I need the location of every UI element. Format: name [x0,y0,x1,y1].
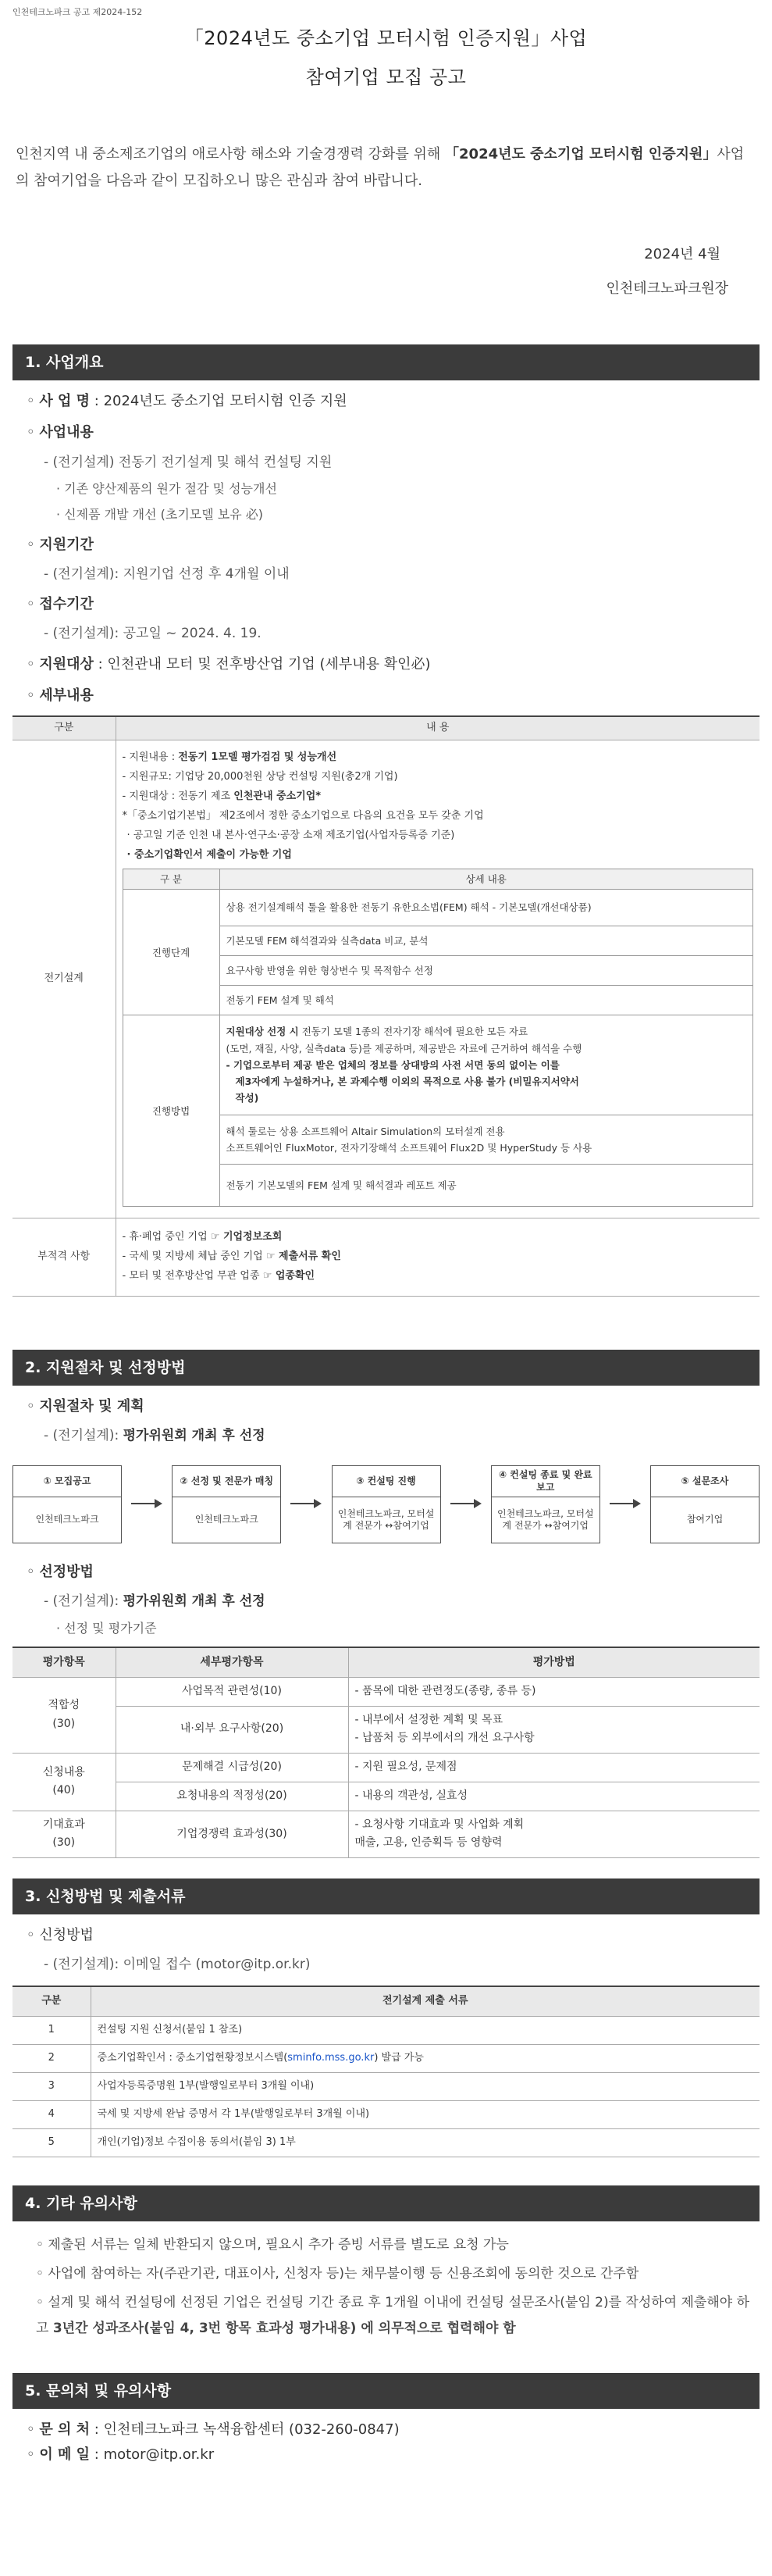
procedure-heading: ◦ 지원절차 및 계획 [27,1397,144,1415]
content-sub-item: · 기존 양산제품의 원가 절감 및 성능개선 [56,481,277,497]
desc-text: - 지원내용 : [122,751,179,763]
desc-line: · 중소기업확인서 제출이 가능한 기업 [126,849,292,862]
method-item [219,1115,753,1165]
eval-sub: 문제해결 시급성(20) [116,1754,348,1782]
eval-sub: 내·외부 요구사항(20) [116,1706,348,1754]
eval-header-method: 평가방법 [348,1647,760,1677]
method-line: 소프트웨어인 FluxMotor, 전자기장해석 소프트웨어 Flux2D 및 HyperStudy 등 사용 [226,1141,592,1154]
desc-text: - 모터 및 전후방산업 무관 업종 [122,1270,263,1283]
desc-line: - 지원규모: 기업당 20,000천원 상당 컨설팅 지원(총2개 기업) [122,770,398,783]
eval-method: - 지원 필요성, 문제점 [348,1754,760,1782]
project-content: ◦ 사업내용 [27,424,94,441]
eval-method: - 품목에 대한 관련정도(종량, 종류 등) [348,1677,760,1706]
method-line: - 기업으로부터 제공 받은 업체의 정보를 상대방의 사전 서면 동의 없이는 이를 [226,1058,560,1071]
table-row [123,890,753,926]
support-target: ◦ 지원대상 : 인천관내 모터 및 전후방산업 기업 (세부내용 확인必) [27,656,431,673]
desc-bold: ☞ 제출서류 확인 [265,1251,341,1263]
support-period-item: - (전기설계): 지원기업 선정 후 4개월 이내 [44,566,290,582]
flow-step-head: ⑤ 설문조사 [651,1466,759,1497]
documents-table [12,1986,760,2157]
eval-category [12,1677,116,1753]
email-line: ◦ 이 메 일 : motor@itp.or.kr [27,2446,215,2464]
flow-step-body: 인천테크노파크 [194,1514,258,1525]
doc-text-part: ) 발급 가능 [374,2051,424,2064]
contact-line: ◦ 문 의 처 : 인천테크노파크 녹색융합센터 (032-260-0847) [27,2421,400,2439]
desc-bold: 전동기 1모델 평가검검 및 성능개선 [178,751,337,763]
support-target-label: 지원대상 [39,656,94,673]
apply-item: - (전기설계): 이메일 접수 (motor@itp.or.kr) [44,1957,311,1973]
eval-method [348,1811,760,1858]
selection-text: - (전기설계): [44,1593,123,1610]
procedure-flow [12,1465,760,1543]
method-line: 작성) [235,1092,259,1104]
intro-paragraph [12,141,760,194]
eval-category [12,1754,116,1811]
content-sub-item: · 신제품 개발 개선 (초기모델 보유 必) [56,507,264,523]
contact-value: : 인천테크노파크 녹색융합센터 (032-260-0847) [94,2421,400,2439]
desc-bold: 인천관내 중소기업* [233,790,322,802]
flow-step-head: ② 선정 및 전문가 매칭 [173,1466,280,1497]
flow-step-head: ③ 컨설팅 진행 [333,1466,440,1497]
selection-sub-item: · 선정 및 평가기준 [56,1621,157,1636]
procedure-text: - (전기설계): [44,1427,123,1443]
eval-category-name: 기대효과 [42,1818,85,1831]
eval-header-item: 평가항목 [12,1647,116,1677]
intro-text-after: 사업의 참여기업을 다음과 같이 모집하오니 많은 관심과 참여 바랍니다. [16,145,745,189]
doc-number: 2 [12,2044,91,2072]
doc-text-part: 중소기업확인서 : 중소기업현황정보시스템( [97,2051,288,2064]
notice-date: 2024년 4월 [644,246,720,263]
table-row [12,1218,760,1296]
table-header-content: 내 용 [116,716,760,740]
doc-text: 개인(기업)정보 수집이용 동의서(붙임 3) 1부 [91,2128,760,2157]
eval-category-score: (40) [52,1784,76,1797]
notice-number: 인천테크노파크 공고 제2024-152 [12,7,143,17]
table-header-row [12,716,760,740]
issuer: 인천테크노파크원장 [606,280,728,298]
arrow-right-icon [441,1465,491,1542]
desc-text: - 지원대상 : 전동기 제조 [122,790,234,802]
inner-header-category: 구 분 [123,869,219,890]
stage-category: 진행단계 [123,890,219,1015]
eval-sub: 요청내용의 적정성(20) [116,1782,348,1811]
flow-step [12,1465,122,1543]
project-name-value: : 2024년도 중소기업 모터시험 인증 지원 [94,393,347,410]
stage-item: 전동기 FEM 설계 및 해석 [219,986,753,1015]
eval-sub: 사업목적 관련성(10) [116,1677,348,1706]
eval-method-line: - 요청사항 기대효과 및 사업화 계획 [354,1818,525,1831]
method-line: 제3자에게 누설하거나, 본 과제수행 이외의 목적으로 사용 불가 (비밀유지서약서 [235,1076,579,1088]
note-item [36,2290,760,2342]
desc-line: *「중소기업기본법」 제2조에서 정한 중소기업으로 다음의 요건을 모두 갖춘 기업 [122,809,484,822]
desc-line [123,749,754,766]
details-heading: ◦ 세부내용 [27,687,94,705]
table-row [12,2128,760,2157]
method-item: 전동기 기본모델의 FEM 설계 및 해석결과 레포트 제공 [219,1165,753,1207]
doc-text: 컨설팅 지원 신청서(붙임 1 참조) [91,2016,760,2044]
note-item: ◦ 제출된 서류는 일체 반환되지 않으며, 필요시 추가 증빙 서류를 별도로 요청 가능 [36,2236,509,2253]
eval-header-row [12,1647,760,1677]
eval-category-name: 적합성 [48,1699,80,1712]
flow-step [172,1465,281,1543]
table-row [12,1677,760,1706]
desc-line [123,1268,754,1285]
desc-line [123,1248,754,1265]
doc-number: 1 [12,2016,91,2044]
title-line-2: 참여기업 모집 공고 [305,66,467,89]
reception-period: ◦ 접수기간 [27,596,94,613]
doc-text [91,2044,760,2072]
apply-label: 신청방법 [39,1927,94,1944]
sminfo-link[interactable]: sminfo.mss.go.kr [287,2051,375,2064]
flow-step-head: ① 모집공고 [13,1466,121,1497]
method-category: 진행방법 [123,1015,219,1207]
contact-label: 문 의 처 [39,2421,91,2439]
desc-bold: ☞ 업종확인 [262,1270,315,1283]
method-text: 전동기 모델 1종의 전자기장 해석에 필요한 모든 자료 [298,1026,528,1038]
details-label: 세부내용 [39,687,94,705]
desc-text: - 휴·폐업 중인 기업 [122,1231,211,1243]
note-item: ◦ 사업에 참여하는 자(주관기관, 대표이사, 신청자 등)는 채무불이행 등 신용조회에 동의한 것으로 간주함 [36,2265,639,2282]
table-row [123,1015,753,1115]
note-text: ◦ 설계 및 해석 컨설팅에 선정된 기업은 컨설팅 기간 종료 후 1개월 이내에 컨설팅 설문조사(붙임 2)를 작성하여 제출해야 하고 [36,2294,750,2336]
selection-bold: 평가위원회 개최 후 선정 [123,1593,265,1610]
eval-method-line: 매출, 고용, 인증획득 등 영향력 [354,1836,503,1850]
email-value[interactable]: : motor@itp.or.kr [94,2446,215,2464]
email-label: 이 메 일 [39,2446,91,2464]
flow-step-body: 참여기업 [686,1514,724,1525]
table-row [12,1782,760,1811]
method-line [226,1023,747,1040]
selection-label: 선정방법 [39,1564,94,1581]
project-content-label: 사업내용 [39,424,94,441]
desc-text: - 국세 및 지방세 체납 중인 기업 [122,1251,266,1263]
flow-step-head: ④ 컨설팅 종료 및 완료보고 [492,1466,599,1497]
eval-method-line: - 납품처 등 외부에서의 개선 요구사항 [354,1732,535,1745]
eval-sub: 기업경쟁력 효과성(30) [116,1811,348,1858]
section-header-overview: 1. 사업개요 [12,344,760,380]
project-name-label: 사 업 명 [39,393,91,410]
flow-step-body: 인천테크노파크, 모터설계 전문가 ↔참여기업 [337,1507,435,1532]
docs-header-docs: 전기설계 제출 서류 [91,1986,760,2016]
details-table [12,715,760,1296]
apply-heading: ◦ 신청방법 [27,1927,94,1944]
arrow-right-icon [122,1465,172,1542]
intro-bold: 「2024년도 중소기업 모터시험 인증지원」 [445,145,717,162]
method-bold: 지원대상 선정 시 [226,1026,299,1038]
section-header-application: 3. 신청방법 및 제출서류 [12,1878,760,1914]
flow-step [491,1465,600,1543]
docs-header-number: 구분 [12,1986,91,2016]
table-row [12,1811,760,1858]
arrow-right-icon [281,1465,331,1542]
doc-text: 국세 및 지방세 완납 증명서 각 1부(발행일로부터 3개월 이내) [91,2100,760,2128]
method-line: (도면, 재질, 사양, 실측data 등)를 제공하며, 제공받은 자료에 근거하여 해석을 수행 [226,1042,582,1054]
flow-step [650,1465,760,1543]
doc-number: 5 [12,2128,91,2157]
table-row [12,740,760,1218]
procedure-label: 지원절차 및 계획 [39,1397,144,1415]
support-target-value: : 인천관내 모터 및 전후방산업 기업 (세부내용 확인必) [98,656,431,673]
row-category: 전기설계 [12,740,116,1218]
doc-text: 사업자등록증명원 1부(발행일로부터 3개월 이내) [91,2072,760,2100]
row-category: 부적격 사항 [12,1218,116,1296]
docs-header-row [12,1986,760,2016]
inner-header-detail: 상세 내용 [219,869,753,890]
flow-step [332,1465,441,1543]
selection-heading: ◦ 선정방법 [27,1564,94,1581]
table-header-category: 구분 [12,716,116,740]
eval-header-sub: 세부평가항목 [116,1647,348,1677]
support-period: ◦ 지원기간 [27,536,94,553]
desc-line [123,1229,754,1246]
reception-period-item: - (전기설계): 공고일 ~ 2024. 4. 19. [44,626,261,642]
table-row [12,2016,760,2044]
date-block [12,244,760,299]
eval-category-name: 신청내용 [42,1765,85,1779]
content-item: - (전기설계) 전동기 전기설계 및 해석 컨설팅 지원 [44,454,333,470]
desc-line: · 공고일 기준 인천 내 본사·연구소·공장 소재 제조기업(사업자등록증 기준) [126,830,455,842]
detail-inner-table [123,869,754,1207]
support-period-label: 지원기간 [39,536,94,553]
doc-number: 4 [12,2100,91,2128]
table-row [12,1706,760,1754]
page-title [12,23,760,93]
method-item [219,1015,753,1115]
table-row [12,2100,760,2128]
desc-bold: ☞ 기업정보조회 [210,1231,283,1243]
stage-item: 상용 전기설계해석 툴을 활용한 전동기 유한요소법(FEM) 해석 - 기본모델(개선대상품) [219,890,753,926]
stage-item: 요구사항 반영을 위한 형상변수 및 목적함수 선정 [219,955,753,985]
desc-line [123,788,754,805]
section-header-contact: 5. 문의처 및 유의사항 [12,2373,760,2409]
eval-category [12,1811,116,1858]
stage-item: 기본모델 FEM 해석결과와 실측data 비교, 분석 [219,926,753,955]
row-description [116,1218,760,1296]
eval-category-score: (30) [52,1717,76,1730]
table-row [12,1754,760,1782]
arrow-right-icon [600,1465,650,1542]
row-description [116,740,760,1218]
section-header-procedure: 2. 지원절차 및 선정방법 [12,1350,760,1386]
procedure-item [44,1426,760,1446]
section-header-notes: 4. 기타 유의사항 [12,2185,760,2221]
doc-number: 3 [12,2072,91,2100]
title-line-1: 「2024년도 중소기업 모터시험 인증지원」사업 [184,27,588,49]
eval-category-score: (30) [52,1836,76,1850]
flow-step-body: 인천테크노파크 [35,1514,99,1525]
project-name: ◦ 사 업 명 : 2024년도 중소기업 모터시험 인증 지원 [27,393,347,410]
procedure-bold: 평가위원회 개최 후 선정 [123,1427,265,1443]
table-row [12,2044,760,2072]
inner-header-row [123,869,753,890]
evaluation-table [12,1647,760,1858]
note-bold: 3년간 성과조사(붙임 4, 3번 항목 효과성 평가내용) 에 의무적으로 협력해야 함 [52,2320,516,2336]
method-line: 해석 툴로는 상용 소프트웨어 Altair Simulation의 모터설계 전용 [226,1125,505,1137]
intro-text: 인천지역 내 중소제조기업의 애로사항 해소와 기술경쟁력 강화를 위해 [16,145,446,162]
reception-period-label: 접수기간 [39,596,94,613]
table-row [12,2072,760,2100]
eval-method: - 내용의 객관성, 실효성 [348,1782,760,1811]
flow-step-body: 인천테크노파크, 모터설계 전문가 ↔참여기업 [496,1507,594,1532]
eval-method-line: - 내부에서 설정한 계획 및 목표 [354,1713,503,1726]
selection-item [44,1592,760,1611]
eval-method [348,1706,760,1754]
